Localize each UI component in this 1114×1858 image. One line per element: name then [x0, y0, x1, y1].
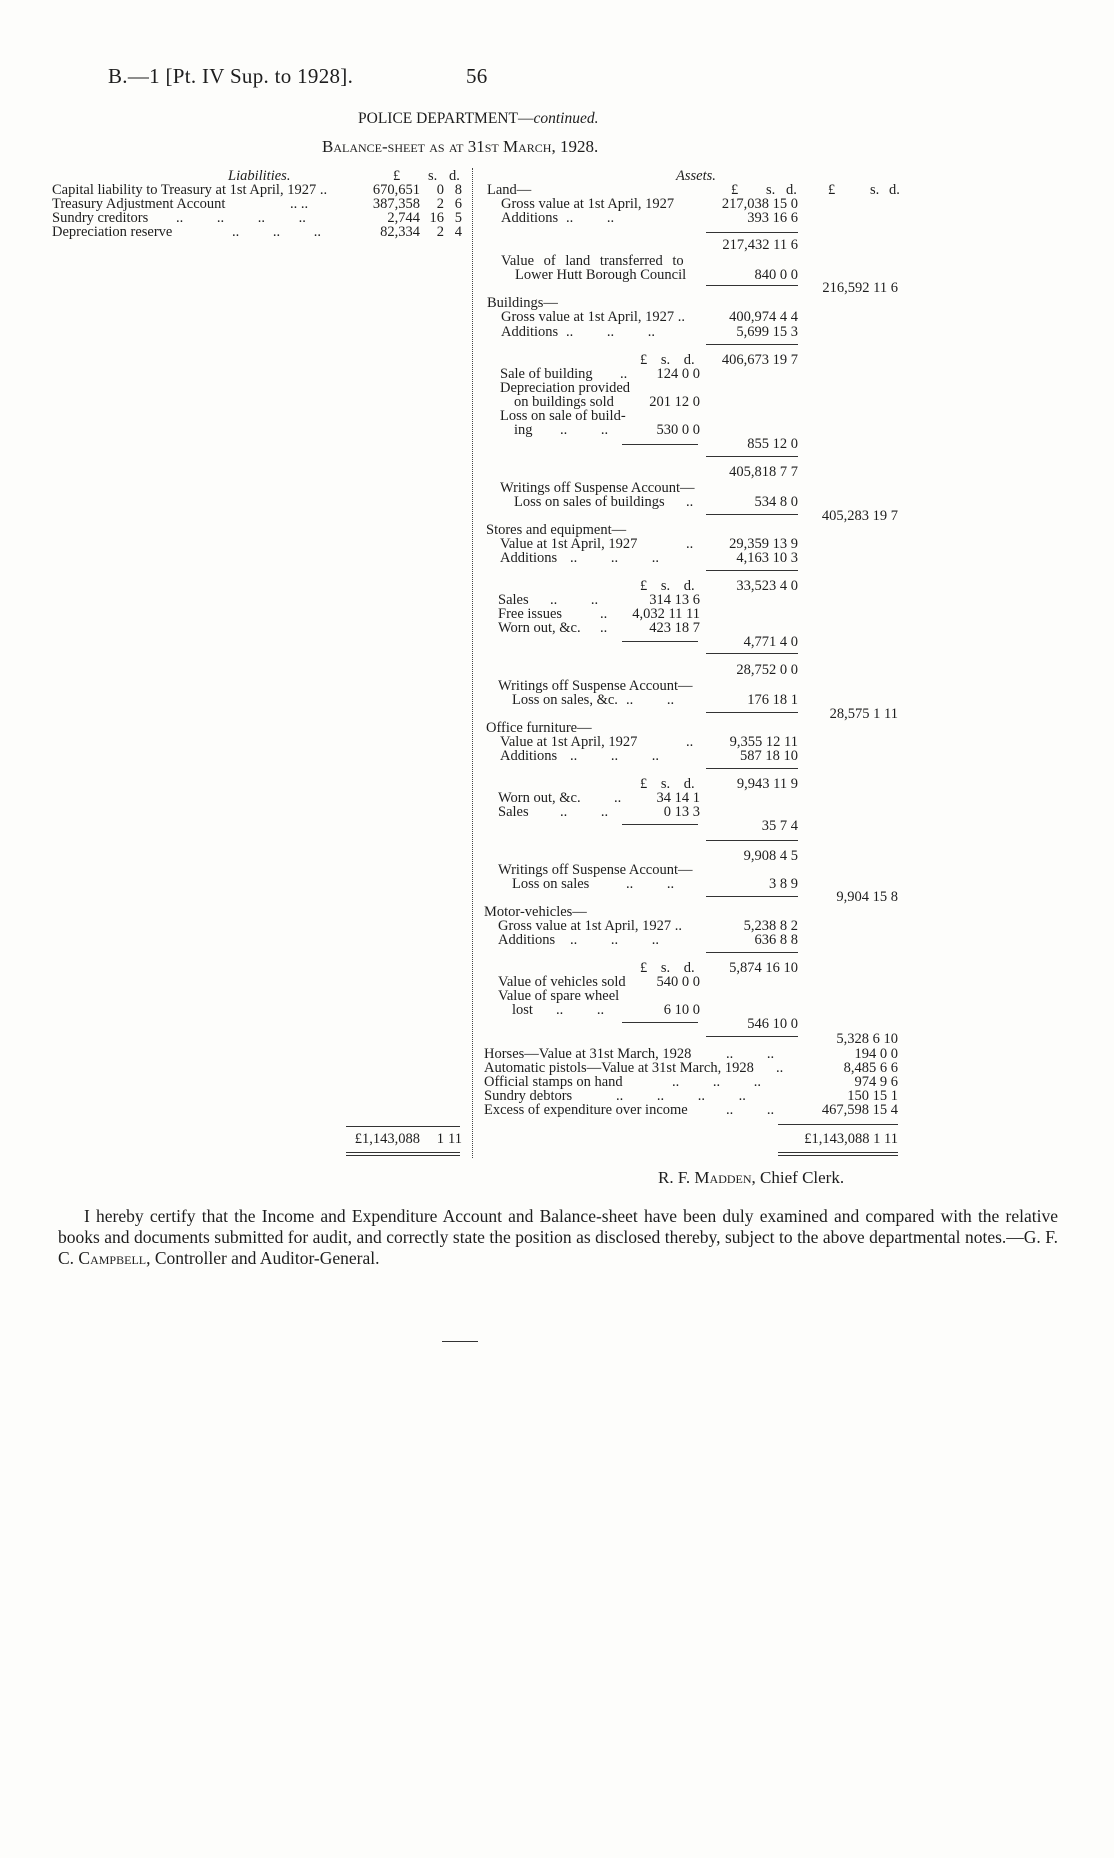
- department-heading: POLICE DEPARTMENT—continued.: [358, 110, 599, 127]
- liab-col-pence: d.: [449, 168, 460, 184]
- assets-inner-col-pounds: £: [731, 182, 739, 198]
- document-page: B.—1 [Pt. IV Sup. to 1928]. 56 POLICE DEPARTMENT—continued. Balance-sheet as at 31st March, 1928. Liabilities. £ s. d. Capital liability to Treasury at 1st April, 1927 .. 670,651 0 8 Treasury Adjustment Account .. .. 387,358 2 6 Sundry creditors .. .. .. .. 2,744 16 5 Depreciation reserve .. .. .. 82,334 2 4 £1,143,088 1 11 Assets. £ s. d. £ s. d. Land— Gross value at 1st April, 1927 217,038 15 0 Additions .. .. 393 16 6 217,432 11 6 Value of land transferred to Lower Hutt Borough Council 840 0 0 216,592 11 6 Buildings— Gross value at 1st April, 1927 .. 400,974 4 4 Additions .. .. .. 5,699 15 3 £ s. d. 406,673 19 7 Sale of building .. 124 0 0 Depreciation provided on buildings sold 201 12 0 Loss on sale of build- ing .. .. 530 0 0 855 12 0 405,818 7 7 Writings off Suspense Account— Loss on sales of buildings .. 534 8 0 405,283 19 7 Stores and equipment— Value at 1st April, 1927 .. 29,359 13 9 Additions .. .. .. 4,163 10 3 £ s. d. 33,523 4 0 Sales .. .. 314 13 6 Free issues .. 4,032 11 11 Worn out, &c. .. 423 18 7 4,771 4 0 28,752 0 0 Writings off Suspense Account— Loss on sales, &c. .. .. 176 18 1 28,575 1 11 Office furniture— Value at 1st April, 1927 .. 9,355 12 11 Additions .. .. .. 587 18 10 £ s. d. 9,943 11 9 Worn out, &c. .. 34 14 1 Sales .. .. 0 13 3 35 7 4 9,908 4 5 Writings off Suspense Account— Loss on sales .. .. 3 8 9 9,904 15 8 Motor-vehicles— Gross value at 1st April, 1927 .. 5,238 8 2 Additions .. .. .. 636 8 8 £ s. d. 5,874 16 10 Value of vehicles sold 540 0 0 Value of spare wheel lost .. .. 6 10 0 546 10 0 5,328 6 10 Horses—Value at 31st March, 1928 .. .. 194 0 0 Automatic pistols—Value at 31st March, 1928 .. 8,485 6 6 Official stamps on hand .. .. .. 974 9 6 Sundry debtors .. .. .. .. 150 15 1 Excess of expenditure over income .. .. 467,598 15 4 £1,143,088 1 11 R. F. Madden, Chief Clerk. I hereby certify that the Income and Expenditure Account and Balance-sheet have been duly examined and compared with the relative books and documents submitted for audit, and correctly state the position as disclosed thereby, subject to the above departmental notes.—G. F. C. Campbell, Controller and Auditor-General.: [0, 0, 1114, 1858]
- audit-certificate: I hereby certify that the Income and Expenditure Account and Balance-sheet have been duly examined and compared with the relative books and documents submitted for audit, and correctly state the position as disclosed thereby, subject to the above departmental notes.—G. F. C. Campbell, Controller and Auditor-General.: [58, 1206, 1058, 1268]
- liabilities-heading: Liabilities.: [228, 168, 291, 184]
- liab-total-rule: [346, 1155, 460, 1156]
- assets-total: £1,143,088 1 11: [804, 1131, 898, 1147]
- assets-total-rule: [778, 1155, 898, 1156]
- column-divider: [472, 168, 473, 1158]
- assets-inner-col-shillings: s.: [766, 182, 776, 198]
- sheet-title: Balance-sheet as at 31st March, 1928.: [322, 137, 599, 156]
- signature: R. F. Madden, Chief Clerk.: [658, 1168, 845, 1187]
- assets-outer-col-shillings: s.: [870, 182, 880, 198]
- page-number: 56: [466, 64, 488, 88]
- liab-col-pounds: £: [393, 168, 401, 184]
- assets-outer-col-pence: d.: [889, 182, 900, 198]
- report-reference: B.—1 [Pt. IV Sup. to 1928].: [108, 64, 354, 88]
- liab-col-shillings: s.: [428, 168, 438, 184]
- assets-total-rule: [778, 1152, 898, 1153]
- assets-heading: Assets.: [676, 168, 716, 184]
- assets-inner-col-pence: d.: [786, 182, 797, 198]
- liab-total-rule: [346, 1152, 460, 1153]
- assets-total-rule-top: [778, 1124, 898, 1125]
- assets-outer-col-pounds: £: [828, 182, 836, 198]
- end-rule: [442, 1341, 478, 1342]
- liab-total-rule-top: [346, 1126, 460, 1127]
